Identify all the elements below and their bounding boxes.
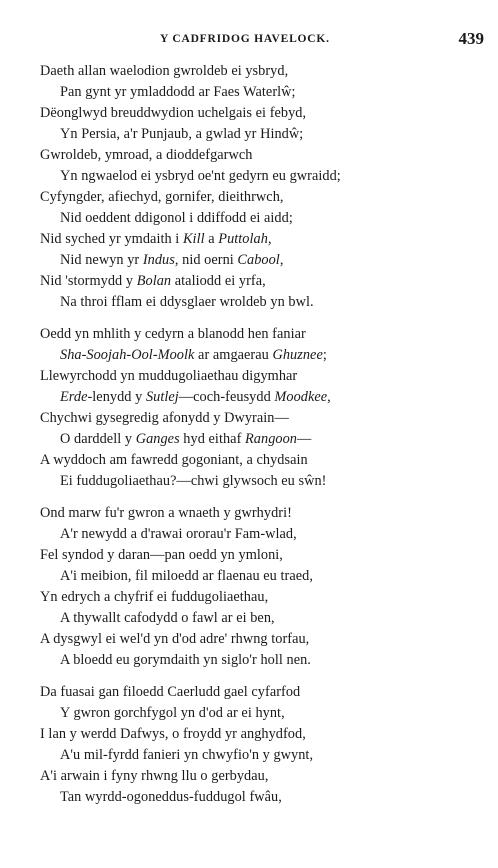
verse-text: A thywallt cafodydd o fawl ar ei ben, [60, 610, 275, 626]
verse-text: , nid oerni [174, 252, 238, 268]
verse-text: , [267, 231, 272, 247]
italic-term: Ghuznee [272, 347, 323, 363]
verse-text: Cyfyngder, afiechyd, gornifer, dieithrwch, [40, 189, 284, 205]
italic-term: Ganges [135, 431, 180, 447]
verse-line [40, 145, 490, 166]
verse-line [40, 324, 490, 345]
verse-text: Gwroldeb, ymroad, a dioddefgarwch [40, 147, 253, 163]
verse-line [40, 566, 490, 587]
verse-line [40, 103, 490, 124]
verse-text: Ei fuddugoliaethau?—chwi glywsoch eu sŵn! [60, 473, 327, 489]
verse-text: Na throi fflam ei ddysglaer wroldeb yn bwl. [60, 294, 314, 310]
verse-text: A dysgwyl ei wel'd yn d'od adre' rhwng torfau, [40, 631, 310, 647]
verse-line [40, 608, 490, 629]
verse-text: ataliodd ei yrfa, [171, 273, 266, 289]
verse-text: Tan wyrdd-ogoneddus-fuddugol fwâu, [60, 789, 282, 805]
italic-term: Cabool [237, 252, 280, 268]
verse-text: Yn edrych a chyfrif ei fuddugoliaethau, [40, 589, 269, 605]
verse-text: Nid syched yr ymdaith i [40, 231, 183, 247]
verse-text: Dëonglwyd breuddwydion uchelgais ei febyd, [40, 105, 307, 121]
verse-text: Yn Persia, a'r Punjaub, a gwlad yr Hindŵ; [60, 126, 304, 142]
verse-text: ar amgaerau [194, 347, 273, 363]
verse-line [40, 471, 490, 492]
verse-text: a [204, 231, 219, 247]
verse-line [40, 682, 490, 703]
verse-text: Yn ngwaelod ei ysbryd oe'nt gedyrn eu gwraidd; [60, 168, 341, 184]
verse-line [40, 229, 490, 250]
verse-text: Daeth allan waelodion gwroldeb ei ysbryd, [40, 63, 289, 79]
verse-line [40, 503, 490, 524]
verse-line [40, 650, 490, 671]
verse-text: Da fuasai gan filoedd Caerludd gael cyfarfod [40, 684, 301, 700]
verse-text: —coch-feusydd [178, 389, 275, 405]
verse-text: — [297, 431, 312, 447]
italic-term: Indus [142, 252, 175, 268]
verse-line [40, 166, 490, 187]
italic-term: Erde [60, 389, 88, 405]
verse-text: A'i meibion, fil miloedd ar flaenau eu traed, [60, 568, 313, 584]
verse-text: Nid newyn yr [60, 252, 143, 268]
verse-line [40, 82, 490, 103]
verse-line [40, 703, 490, 724]
verse-text: Chychwi gysegredig afonydd y Dwyrain— [40, 410, 289, 426]
italic-term: Bolan [136, 273, 172, 289]
stanza [40, 682, 490, 808]
verse-text: Nid 'stormydd y [40, 273, 137, 289]
verse-text: O darddell y [60, 431, 136, 447]
verse-text: A bloedd eu gorymdaith yn siglo'r holl nen. [60, 652, 311, 668]
verse-text: Y gwron gorchfygol yn d'od ar ei hynt, [60, 705, 285, 721]
verse-line [40, 587, 490, 608]
running-title: Y CADFRIDOG HAVELOCK. [160, 33, 330, 45]
verse-line [40, 187, 490, 208]
italic-term: Moodkee [274, 389, 328, 405]
verse-text: hyd eithaf [179, 431, 246, 447]
verse-line [40, 408, 490, 429]
verse-text: A'u mil-fyrdd fanieri yn chwyfio'n y gwynt, [60, 747, 314, 763]
verse-line [40, 745, 490, 766]
verse-line [40, 429, 490, 450]
verse-line [40, 545, 490, 566]
italic-term: Rangoon [245, 431, 297, 447]
verse-line [40, 250, 490, 271]
verse-text: Llewyrchodd yn muddugoliaethau digymhar [40, 368, 298, 384]
verse-text: Nid oeddent ddigonol i ddiffodd ei aidd; [60, 210, 293, 226]
italic-term: Sutlej [145, 389, 179, 405]
verse-line [40, 787, 490, 808]
verse-line [40, 766, 490, 787]
italic-term: Sha-Soojah-Ool-Moolk [60, 347, 195, 363]
verse-text: -lenydd y [87, 389, 146, 405]
verse-text: Pan gynt yr ymladdodd ar Faes Waterlŵ; [60, 84, 296, 100]
stanza [40, 324, 490, 492]
verse-text: , [327, 389, 331, 405]
verse-line [40, 61, 490, 82]
verse-text: A'r newydd a d'rawai ororau'r Fam-wlad, [60, 526, 297, 542]
verse-line [40, 524, 490, 545]
verse-text: A wyddoch am fawredd gogoniant, a chydsain [40, 452, 308, 468]
verse-line [40, 292, 490, 313]
page-number: 439 [458, 29, 484, 48]
verse-text: Ond marw fu'r gwron a wnaeth y gwrhydri! [40, 505, 292, 521]
stanza [40, 503, 490, 671]
verse-line [40, 366, 490, 387]
running-head [0, 29, 498, 53]
stanza [40, 61, 490, 313]
verse-text: ; [322, 347, 327, 363]
verse-text: Oedd yn mhlith y cedyrn a blanodd hen faniar [40, 326, 306, 342]
verse-text: Fel syndod y daran—pan oedd yn ymloni, [40, 547, 283, 563]
verse-line [40, 124, 490, 145]
italic-term: Puttolah [218, 231, 268, 247]
verse-line [40, 724, 490, 745]
italic-term: Kill [182, 231, 205, 247]
verse-line [40, 208, 490, 229]
verse-line [40, 629, 490, 650]
verse-text: A'i arwain i fyny rhwng llu o gerbydau, [40, 768, 269, 784]
verse-line [40, 387, 490, 408]
verse-line [40, 271, 490, 292]
verse-line [40, 450, 490, 471]
verse-text: , [279, 252, 284, 268]
verse-line [40, 345, 490, 366]
poem [40, 61, 490, 808]
verse-text: I lan y werdd Dafwys, o froydd yr anghydfod, [40, 726, 306, 742]
